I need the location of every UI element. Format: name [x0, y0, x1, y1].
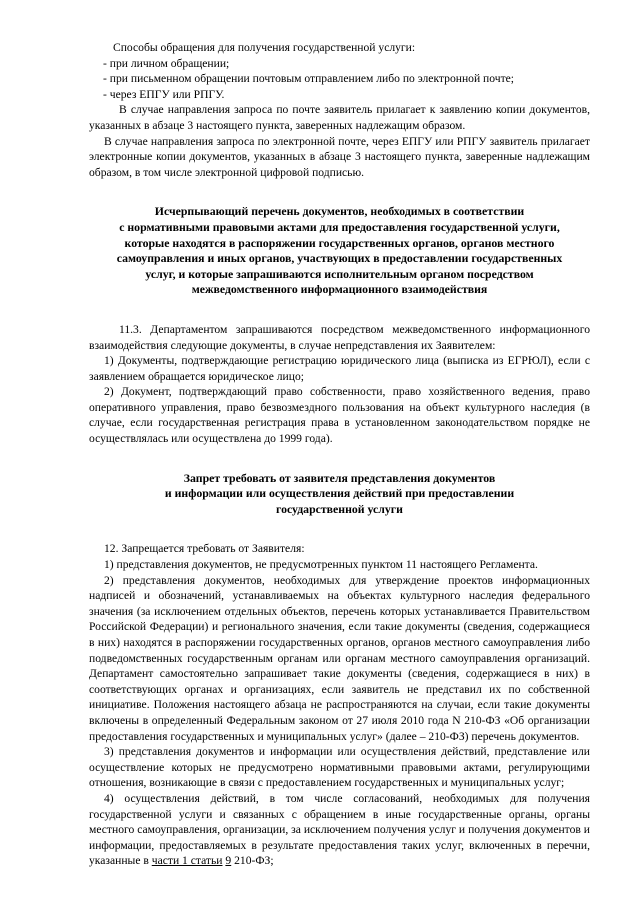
prohibition-item-4-text: 4) осуществления действий, в том числе согласований, необходимых для получения государственной услуги и связанных с обращением в иные государственные органы, органы местного самоуправления, организации, за исключением получения услуг и получения документов и информации, предоставляемых в результате предоставления таких услуг, включенных в перечни, указанные в — [89, 791, 590, 868]
ways-item-mail: - при письменном обращении почтовым отправлением либо по электронной почте; — [103, 72, 515, 86]
prohibition-item-2: 2) представления документов, необходимых для утверждение проектов информационных надписей и обозначений, устанавливаемых на объектах культурного наследия федерального значения (за исключением отдельных объектов, перечень которых устанавливается Правительством Российской Федерации) и регионального значения, если такие документы (сведения, содержащиеся в них) находятся в распоряжении государственных органов, органов местного самоуправления либо подведомственных государственным органам или органам местного самоуправления организаций. Департамент самостоятельно запрашивает такие документы (сведения, содержащиеся в них) в соответствующих органах и организациях, если заявитель не представил их по собственной инициативе. Положения настоящего абзаца не распространяются на случаи, если такие документы включены в определенный Федеральным законом от 27 июля 2010 года N 210-ФЗ «Об организации предоставления государственных и муниципальных услуг» (далее – 210-ФЗ) перечень документов. — [89, 573, 590, 743]
heading-line: Исчерпывающий перечень документов, необходимых в соответствии — [154, 204, 525, 219]
ways-title: Способы обращения для получения государственной услуги: — [113, 41, 416, 54]
paragraph-12: 12. Запрещается требовать от Заявителя: — [104, 542, 305, 556]
heading-line: государственной услуги — [276, 501, 403, 516]
documents-item-1: 1) Документы, подтверждающие регистрацию юридического лица (выписка из ЕГРЮЛ), если с заявлением обращается юридическое лицо; — [89, 354, 590, 383]
ways-item-portal: - через ЕПГУ или РПГУ. — [103, 87, 225, 101]
heading-line: Запрет требовать от заявителя представления документов — [183, 470, 496, 485]
prohibition-item-3: 3) представления документов и информации или осуществления действий, представление или осуществление которых не предусмотрено нормативными правовыми актами, регулирующими отношения, возникающие в связи с предоставлением государственных и муниципальных услуг; — [89, 745, 590, 790]
heading-line: услуг, и которые запрашиваются исполнительным органом посредством — [145, 266, 534, 281]
prohibition-item-4-tail: 210-ФЗ; — [234, 854, 274, 868]
law-reference-link[interactable]: части 1 статьи — [151, 854, 223, 868]
mail-paragraph: В случае направления запроса по почте заявитель прилагает к заявлению копии документов, указанных в абзаце 3 настоящего пункта, заверенных надлежащим образом. — [89, 103, 590, 132]
ways-item-personal: - при личном обращении; — [103, 56, 230, 70]
paragraph-11-3: 11.3. Департаментом запрашиваются посредством межведомственного информационного взаимодействия следующие документы, в случае непредставления их Заявителем: — [89, 322, 590, 352]
section-heading-prohibition — [89, 471, 590, 518]
heading-line: и информации или осуществления действий при предоставлении — [164, 486, 515, 501]
heading-line: самоуправления и иных органов, участвующих в предоставлении государственных — [116, 251, 563, 266]
heading-line: которые находятся в распоряжении государственных органов, органов местного — [124, 235, 555, 250]
heading-line: с нормативными правовыми актами для предоставления государственной услуги, — [119, 219, 560, 234]
prohibition-item-1: 1) представления документов, не предусмотренных пунктом 11 настоящего Регламента. — [104, 558, 538, 572]
prohibition-item-4 — [89, 791, 590, 869]
section-heading-documents-list — [89, 204, 590, 298]
documents-item-2: 2) Документ, подтверждающий право собственности, право хозяйственного ведения, право оперативного управления, право безвозмездного пользования на объект культурного наследия (в случае, если государственная регистрация права в установленном законодательством порядке не осуществлялась или осуществлена до 1999 года). — [89, 385, 590, 446]
heading-line: межведомственного информационного взаимодействия — [191, 282, 488, 297]
email-paragraph: В случае направления запроса по электронной почте, через ЕПГУ или РПГУ заявитель прилагает электронные копии документов, указанных в абзаце 3 настоящего пункта, заверенные надлежащим образом, в том числе электронной цифровой подписью. — [89, 134, 590, 179]
law-article-link[interactable]: 9 — [225, 854, 232, 868]
